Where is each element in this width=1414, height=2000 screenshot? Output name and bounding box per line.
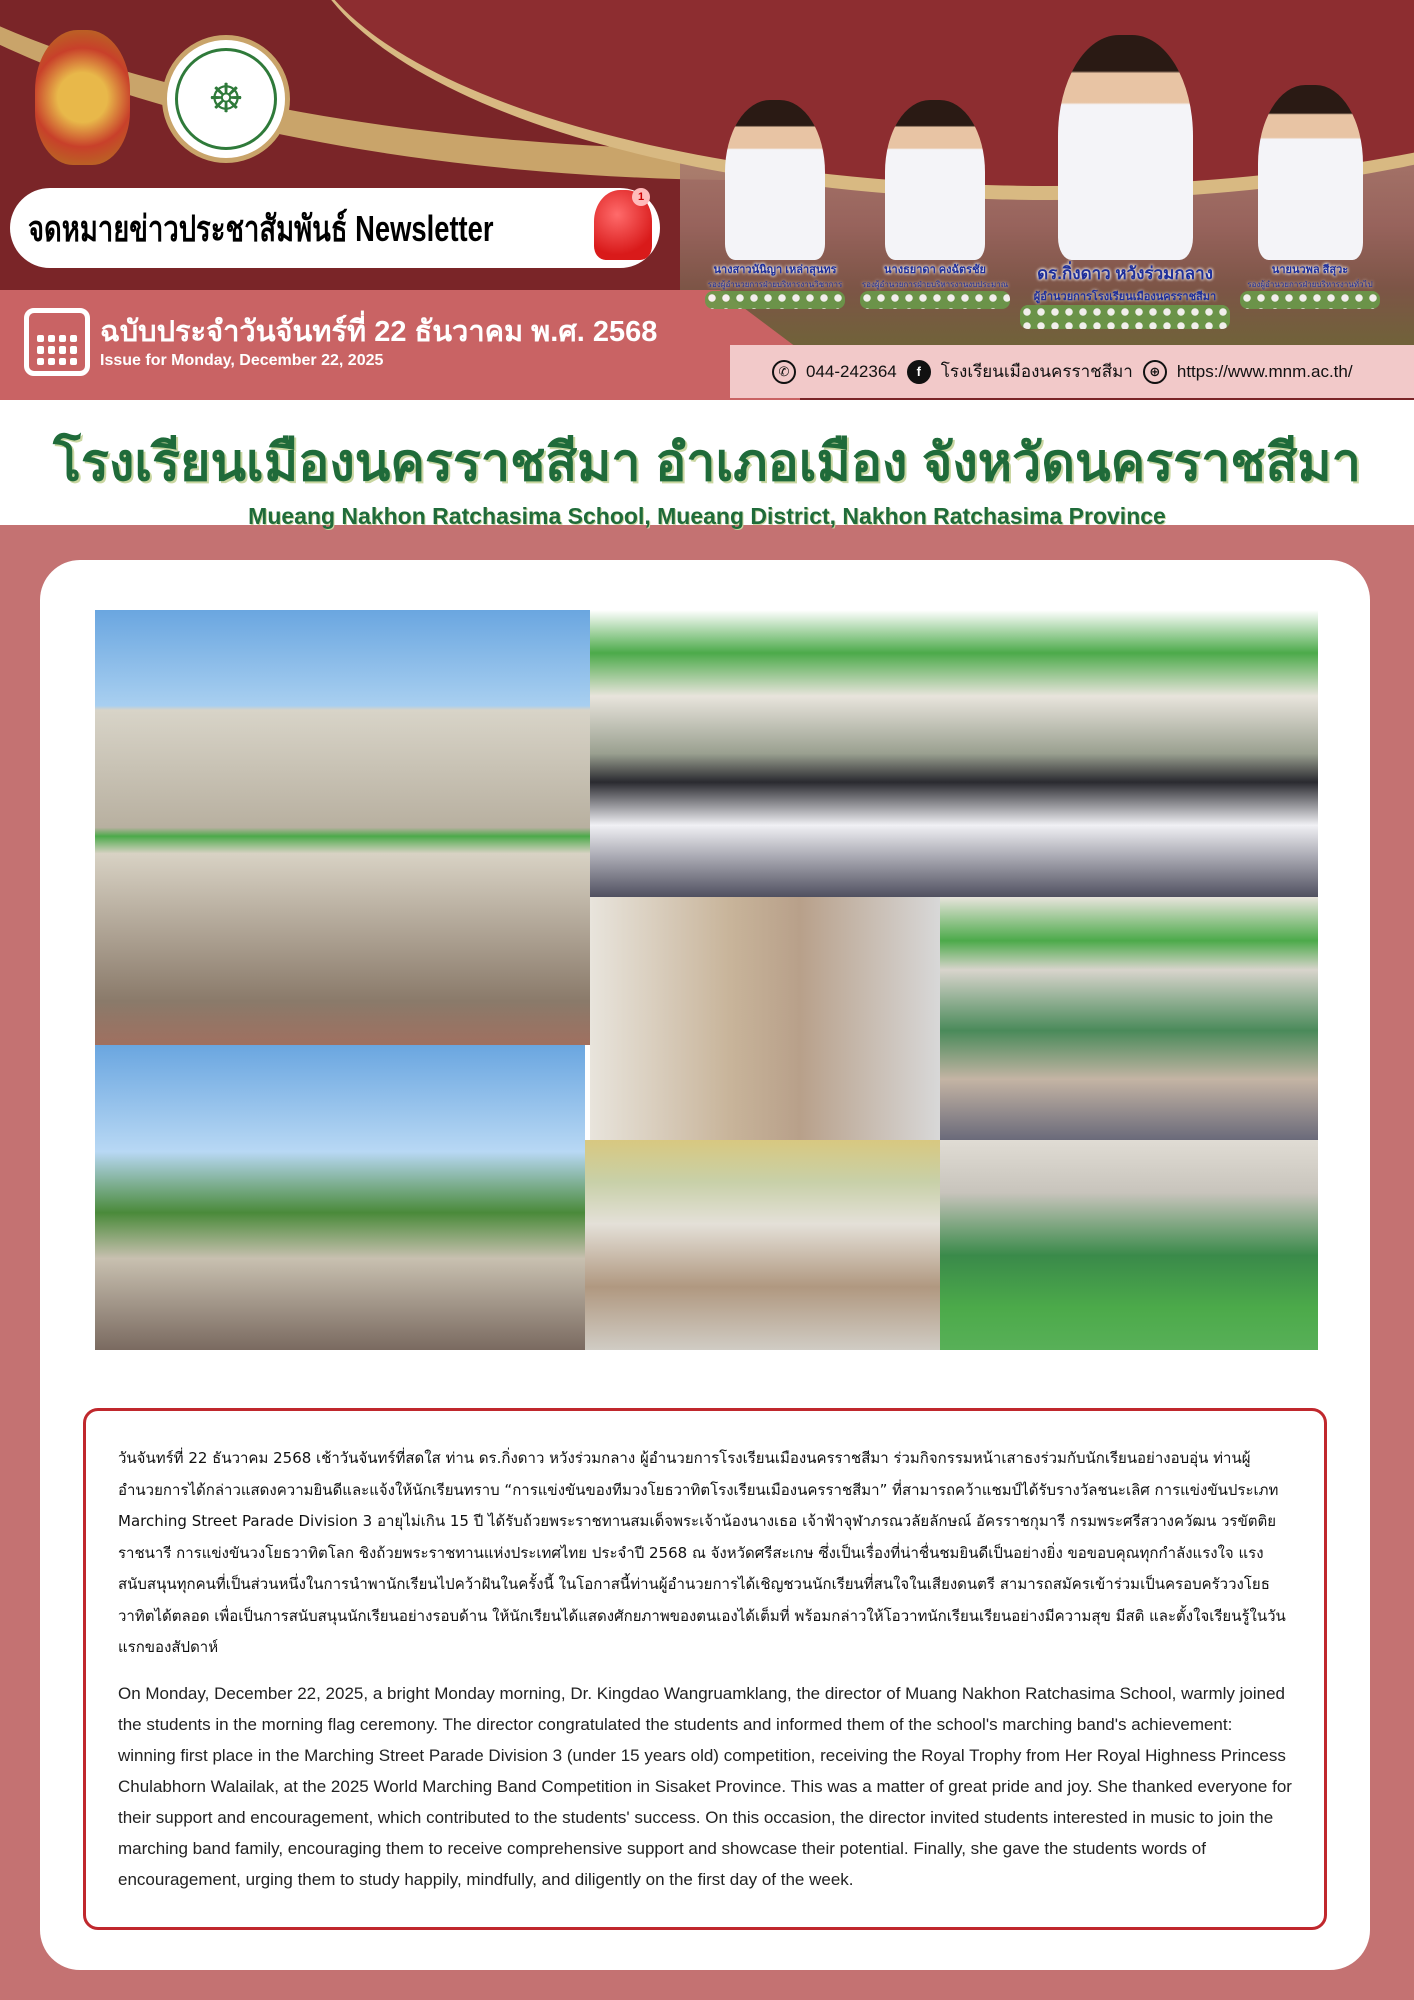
staff-card-director	[1020, 35, 1230, 329]
school-title-english: Mueang Nakhon Ratchasima School, Mueang District, Nakhon Ratchasima Province	[248, 503, 1166, 529]
facebook-icon: f	[907, 360, 931, 384]
photo-students-assembly	[590, 610, 1318, 897]
article-thai: วันจันทร์ที่ 22 ธันวาคม 2568 เช้าวันจันทร์ที่สดใส ท่าน ดร.กิ่งดาว หวังร่วมกลาง ผู้อำนวยการโรงเรียนเมืองนครราชสีมา ร่วมกิจกรรมหน้าเสาธงร่วมกับนักเรียนอย่างอบอุ่น ท่านผู้อำนวยการได้กล่าวแสดงความยินดีและแจ้งให้นักเรียนทราบ “การแข่งขันของทีมวงโยธวาทิตโรงเรียนเมืองนครราชสีมา” ที่สามารถคว้าแชมป์ได้รับรางวัลชนะเลิศ การแข่งขันประเภท Marching Street Parade Division 3 อายุไม่เกิน 15 ปี ได้รับถ้วยพระราชทานสมเด็จพระเจ้าน้องนางเธอ เจ้าฟ้าจุฬาภรณวลัยลักษณ์ อัครราชกุมารี กรมพระศรีสวางควัฒน วรขัตติยราชนารี การแข่งขันวงโยธวาทิตโลก ชิงถ้วยพระราชทานแห่งประเทศไทย ประจำปี 2568 ณ จังหวัดศรีสะเกษ ซึ่งเป็นเรื่องที่น่าชื่นชมยินดีเป็นอย่างยิ่ง ขอขอบคุณทุกกำลังแรงใจ แรงสนับสนุนทุกคนที่เป็นส่วนหนึ่งในการนำพานักเรียนไปคว้าฝันในครั้งนี้ ในโอกาสนี้ท่านผู้อำนวยการได้เชิญชวนนักเรียนที่สนใจในเสียงดนตรี สามารถสมัครเข้าร่วมเป็นครอบครัววงโยธวาทิตได้ตลอด เพื่อเป็นการสนับสนุนนักเรียนอย่างรอบด้าน ให้นักเรียนได้แสดงศักยภาพของตนเองได้เต็มที่ พร้อมกล่าวให้โอวาทนักเรียนเรียนอย่างมีความสุข มีสติ และตั้งใจเรียนรู้ในวันแรกของสัปดาห์	[118, 1449, 1286, 1656]
newsletter-title: จดหมายข่าวประชาสัมพันธ์ Newsletter	[28, 207, 494, 249]
director-role: ผู้อำนวยการโรงเรียนเมืองนครราชสีมา	[1033, 291, 1217, 303]
obec-emblem-logo	[35, 30, 130, 165]
staff-role: รองผู้อำนวยการฝ่ายบริหารงานงบประมาณ	[861, 280, 1009, 289]
contact-bar	[730, 345, 1414, 398]
staff-name: นางสาวนันิญา เหล่าสุนทร	[713, 264, 837, 276]
notification-badge: 1	[632, 188, 650, 206]
article-english: On Monday, December 22, 2025, a bright Monday morning, Dr. Kingdao Wangruamklang, the director of Muang Nakhon Ratchasima School, warmly joined the students in the morning flag ceremony. The director congratulated the students and informed them of the school's marching band's achievement: winning first place in the Marching Street Parade Division 3 (under 15 years old) competition, receiving the Royal Trophy from Her Royal Highness Princess Chulabhorn Walailak, at the 2025 World Marching Band Competition in Sisaket Province. This was a matter of great pride and joy. She thanked everyone for their support and encouragement, which contributed to the students' success. On this occasion, the director invited students interested in music to join the marching band family, encouraging them to receive comprehensive support and showcase their potential. Finally, she gave the students words of encouragement, urging them to study happily, mindfully, and diligently on the first day of the week.	[118, 1683, 1292, 1889]
globe-icon: ⊕	[1143, 360, 1167, 384]
photo-flag-ceremony	[95, 610, 590, 1045]
staff-name: นายนวพล สีสุวะ	[1271, 264, 1349, 276]
photo-director-microphone	[585, 1140, 940, 1350]
photo-students-presenting	[940, 897, 1318, 1140]
staff-card	[860, 100, 1010, 309]
director-name: ดร.กิ่งดาว หวังร่วมกลาง	[1037, 264, 1213, 283]
staff-card	[1240, 85, 1380, 309]
photo-students-field	[940, 1140, 1318, 1350]
photo-director-speaking	[590, 897, 940, 1140]
staff-name: นางธยาดา คงฉัตรชัย	[884, 264, 986, 276]
newsletter-title-pill	[10, 188, 660, 268]
school-title-thai: โรงเรียนเมืองนครราชสีมา อำเภอเมือง จังหวัดนครราชสีมา	[53, 434, 1361, 492]
bell-icon	[594, 190, 652, 260]
website-link[interactable]: https://www.mnm.ac.th/	[1176, 361, 1353, 381]
photo-marching-band	[95, 1045, 585, 1350]
issue-date-thai: ฉบับประจำวันจันทร์ที่ 22 ธันวาคม พ.ศ. 2568	[100, 316, 658, 348]
facebook-page[interactable]: โรงเรียนเมืองนครราชสีมา	[940, 362, 1133, 381]
phone-number: 044-242364	[806, 361, 897, 381]
article-box	[83, 1408, 1327, 1930]
school-logo: ☸	[162, 35, 290, 163]
staff-role: รองผู้อำนวยการฝ่ายบริหารงานวิชาการ	[707, 280, 843, 289]
school-title-bar	[0, 400, 1414, 529]
staff-role: รองผู้อำนวยการฝ่ายบริหารงานทั่วไป	[1247, 280, 1373, 289]
calendar-icon	[24, 308, 90, 376]
issue-date-english: Issue for Monday, December 22, 2025	[100, 352, 384, 369]
staff-card	[705, 100, 845, 309]
phone-icon: ✆	[772, 360, 796, 384]
